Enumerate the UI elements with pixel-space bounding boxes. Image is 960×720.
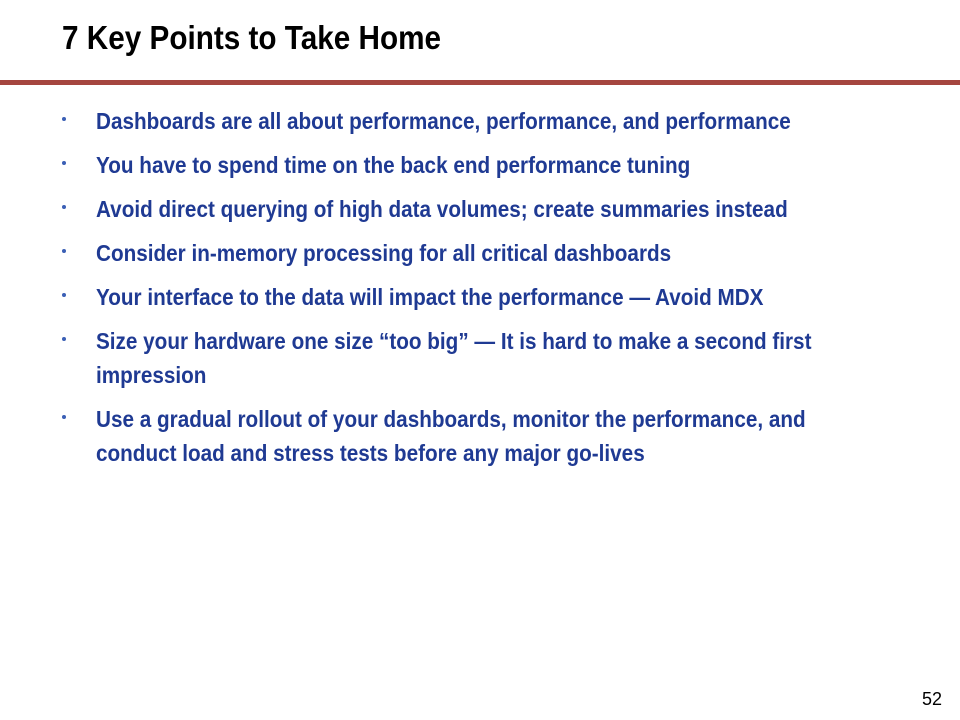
list-item [62,280,892,314]
list-item [62,148,892,182]
list-item [62,104,892,138]
bullet-text: Dashboards are all about performance, performance, and performance [96,108,791,134]
list-item [62,324,892,392]
bullet-text: Use a gradual rollout of your dashboards, monitor the performance, and conduct load and stress tests before any major go-lives [96,406,806,466]
bullet-text: Consider in-memory processing for all critical dashboards [96,240,672,266]
bullet-text: You have to spend time on the back end performance tuning [96,152,691,178]
list-item [62,236,892,270]
page-number: 52 [921,689,942,709]
list-item [62,402,892,470]
key-points-list [62,104,892,480]
bullet-icon [62,205,66,209]
title-divider [0,80,960,85]
bullet-icon [62,293,66,297]
bullet-icon [62,337,66,341]
bullet-icon [62,415,66,419]
bullet-icon [62,117,66,121]
slide-title: 7 Key Points to Take Home [62,19,442,56]
bullet-icon [62,249,66,253]
bullet-text: Size your hardware one size “too big” — It is hard to make a second first impression [96,328,812,388]
bullet-text: Avoid direct querying of high data volumes; create summaries instead [96,196,788,222]
bullet-icon [62,161,66,165]
list-item [62,192,892,226]
bullet-text: Your interface to the data will impact the performance — Avoid MDX [96,284,764,310]
